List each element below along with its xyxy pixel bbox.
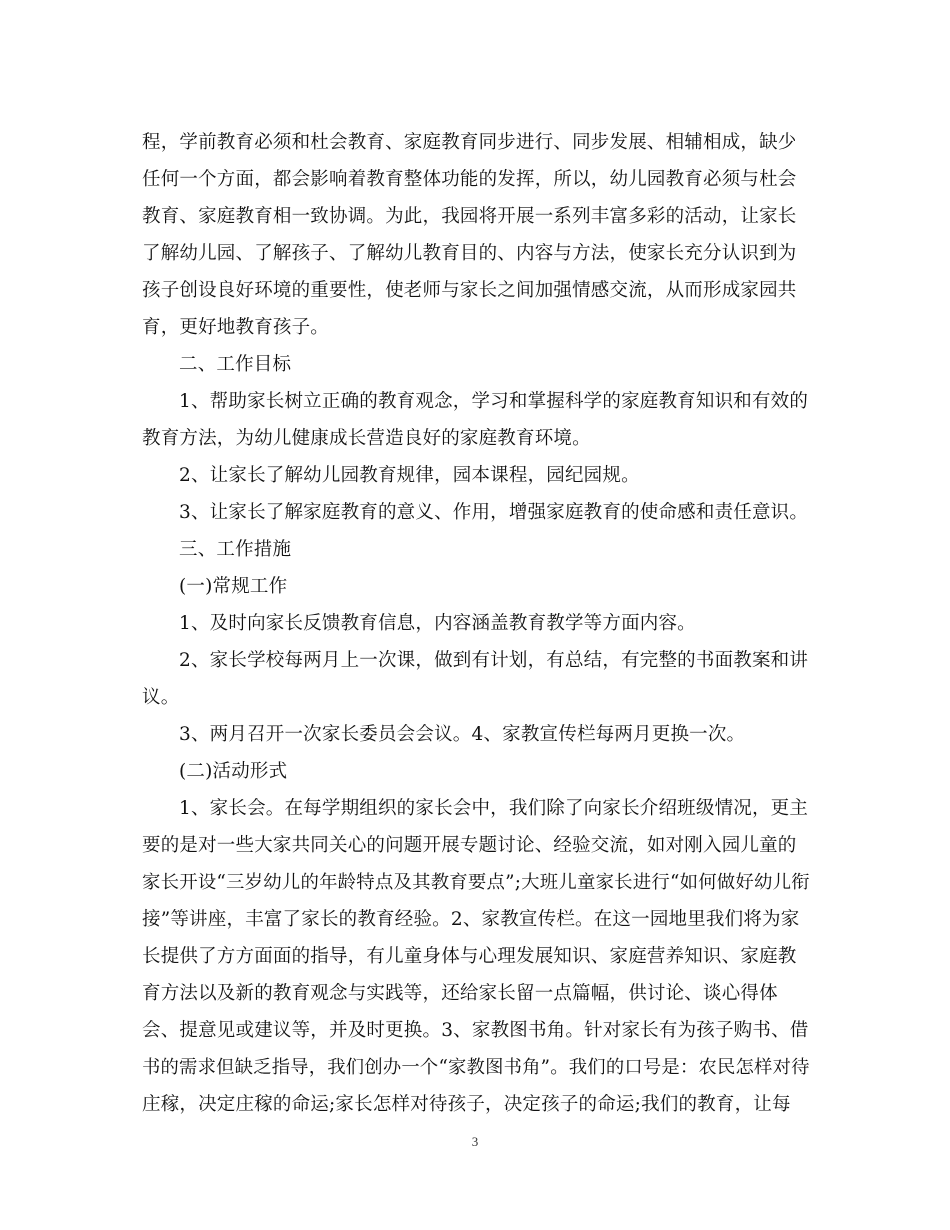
body-text-line: 育，更好地教育孩子。 [142, 317, 330, 338]
body-text-line: 要的是对一些大家共同关心的问题开展专题讨论、经验交流，如对刚入园儿童的 [142, 835, 797, 856]
body-text-line: 教育、家庭教育相一致协调。为此，我园将开展一系列丰富多彩的活动，让家长 [142, 206, 797, 227]
body-text-line: 家长开设“三岁幼儿的年龄特点及其教育要点”;大班儿童家长进行“如何做好幼儿衔 [142, 872, 810, 893]
subsection-heading-activities: (二)活动形式 [179, 761, 288, 782]
body-text-line: 育方法以及新的教育观念与实践等，还给家长留一点篇幅，供讨论、谈心得体 [142, 983, 778, 1004]
body-text-line: 书的需求但缺乏指导，我们创办一个“家教图书角”。我们的口号是：农民怎样对待 [142, 1057, 810, 1078]
document-body [142, 124, 810, 1123]
body-text-line: 任何一个方面，都会影响着教育整体功能的发挥，所以，幼儿园教育必须与杜会 [142, 169, 797, 190]
body-text-line: 庄稼，决定庄稼的命运;家长怎样对待孩子，决定孩子的命运;我们的教育，让每 [142, 1094, 791, 1115]
body-text-line: 会、提意见或建议等，并及时更换。3、家教图书角。针对家长有为孩子购书、借 [142, 1020, 809, 1041]
body-text-line: 1、家长会。在每学期组织的家长会中，我们除了向家长介绍班级情况，更主 [179, 798, 809, 819]
page-number: 3 [471, 1134, 479, 1149]
body-text-line: 教育方法，为幼儿健康成长营造良好的家庭教育环境。 [142, 428, 591, 449]
body-text-line: 3、让家长了解家庭教育的意义、作用，增强家庭教育的使命感和责任意识。 [179, 502, 809, 523]
body-text-line: 接”等讲座，丰富了家长的教育经验。2、家教宣传栏。在这一园地里我们将为家 [142, 909, 800, 930]
body-text-line: 1、及时向家长反馈教育信息，内容涵盖教育教学等方面内容。 [179, 613, 696, 634]
section-heading-goals: 二、工作目标 [179, 354, 292, 375]
body-text-line: 2、家长学校每两月上一次课，做到有计划，有总结，有完整的书面教案和讲 [179, 650, 809, 671]
body-text-line: 孩子创设良好环境的重要性，使老师与家长之间加强情感交流，从而形成家园共 [142, 280, 797, 301]
body-text-line: 3、两月召开一次家长委员会会议。4、家教宣传栏每两月更换一次。 [179, 724, 746, 745]
body-text-line: 2、让家长了解幼儿园教育规律，园本课程，园纪园规。 [179, 465, 640, 486]
body-text-line: 议。 [142, 687, 180, 708]
body-text-line: 了解幼儿园、了解孩子、了解幼儿教育目的、内容与方法，使家长充分认识到为 [142, 243, 797, 264]
subsection-heading-routine: (一)常规工作 [179, 576, 288, 597]
body-text-line: 1、帮助家长树立正确的教育观念，学习和掌握科学的家庭教育知识和有效的 [179, 391, 809, 412]
body-text-line: 程，学前教育必须和杜会教育、家庭教育同步进行、同步发展、相辅相成，缺少 [142, 132, 797, 153]
section-heading-measures: 三、工作措施 [179, 539, 292, 560]
body-text-line: 长提供了方方面面的指导，有儿童身体与心理发展知识、家庭营养知识、家庭教 [142, 946, 797, 967]
